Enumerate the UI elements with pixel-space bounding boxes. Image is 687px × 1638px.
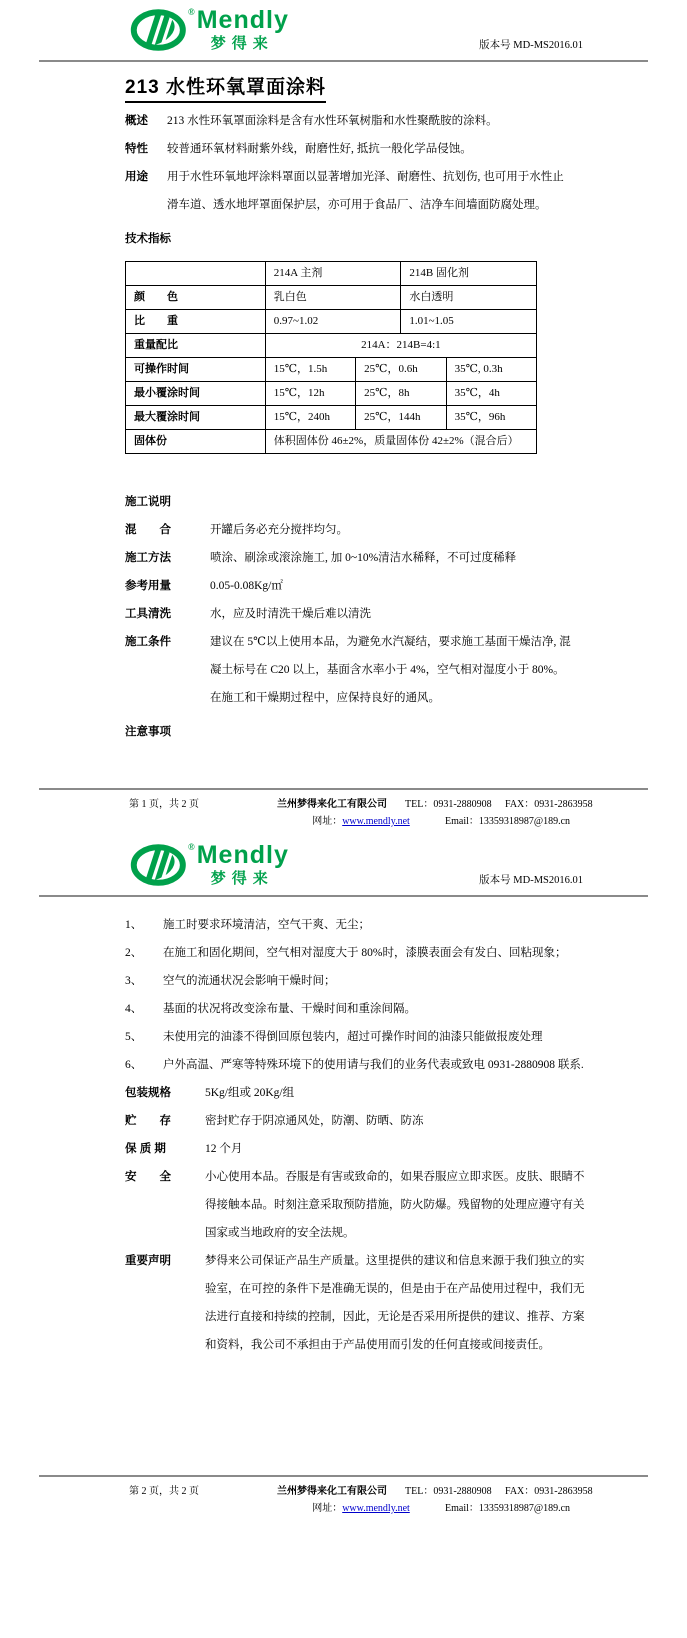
note-number: 1、 [125,919,143,931]
spec-label: 包装规格 [125,1087,171,1099]
section-usage [125,163,575,219]
note-number: 5、 [125,1031,143,1043]
note-text: 基面的状况将改变涂布量、干燥时间和重涂间隔。 [163,1003,416,1015]
table-cell: 可操作时间 [126,358,266,382]
item-text: 喷涂、刷涂或滚涂施工, 加 0~10%清洁水稀释，不可过度稀释 [210,552,517,564]
table-cell: 214A：214B=4:1 [265,334,536,358]
mendly-logo [128,843,289,887]
footer-line2 [277,1499,648,1514]
page2-blank-space [0,1359,687,1475]
spec-disclaimer [125,1247,585,1359]
brand-name-en: Mendly [196,6,289,34]
table-cell: 最大覆涂时间 [126,406,266,430]
item-label: 参考用量 [125,580,171,592]
website-label: 网址： [312,1503,343,1514]
construction-item-conditions [125,628,575,712]
spec-text: 5Kg/组或 20Kg/组 [205,1087,295,1099]
construction-item-method [125,544,575,572]
registered-mark: ® [188,842,195,852]
table-cell: 15℃，240h [265,406,355,430]
table-cell [126,262,266,286]
company-tel: TEL：0931-2880908 [405,799,492,810]
company-tel: TEL：0931-2880908 [405,1486,492,1497]
item-label: 工具清洗 [125,608,171,620]
table-cell: 25℃，8h [356,382,446,406]
logo-wordmark [197,843,289,886]
website-field [277,812,445,827]
table-cell: 水白透明 [401,286,537,310]
table-row [126,406,537,430]
item-text: 开罐后务必充分搅拌均匀。 [210,524,348,536]
mendly-logo-icon [128,8,192,52]
note-item [125,967,585,995]
registered-mark: ® [188,7,195,17]
company-email: Email：13359318987@189.cn [445,1503,571,1514]
spec-label: 安 全 [125,1171,171,1183]
spec-text: 小心使用本品。吞服是有害或致命的，如果吞服应立即求医。皮肤、眼睛不得接触本品。时刻注意采取预防措施，防火防爆。残留物的处理应遵守有关国家或当地政府的安全法规。 [205,1171,585,1239]
page-title: 213 水性环氧罩面涂料 [125,72,326,103]
construction-item-dosage [125,572,575,600]
page2-header [0,835,687,891]
section-label: 特性 [125,143,148,155]
spec-storage [125,1107,585,1135]
spec-shelf-life [125,1135,585,1163]
spec-text: 梦得来公司保证产品生产质量。这里提供的建议和信息来源于我们独立的实验室，在可控的条件下是准确无误的，但是由于在产品使用过程中，我们无法进行直接和持续的控制，因此，无论是否采用所提供的建议、推荐、方案和资料，我公司不承担由于产品使用而引发的任何直接或间接责任。 [205,1255,585,1351]
note-text: 户外高温、严寒等特殊环境下的使用请与我们的业务代表或致电 0931-2880908 联系. [163,1059,584,1071]
spec-label: 贮 存 [125,1115,171,1127]
brand-name-cn: 梦得来 [210,35,274,52]
brand-name-en: Mendly [196,841,289,869]
item-text: 0.05-0.08Kg/㎡ [210,580,283,592]
spec-safety [125,1163,585,1247]
section-label: 概述 [125,115,148,127]
table-cell: 重量配比 [126,334,266,358]
table-cell: 35℃, 0.3h [446,358,536,382]
construction-item-cleaning [125,600,575,628]
page1-header [0,0,687,56]
note-item [125,995,585,1023]
note-text: 空气的流通状况会影响干燥时间； [163,975,336,987]
website-link[interactable]: www.mendly.net [342,1503,410,1514]
note-number: 4、 [125,1003,143,1015]
table-cell: 最小覆涂时间 [126,382,266,406]
section-text: 较普通环氧材料耐紫外线，耐磨性好, 抵抗一般化学品侵蚀。 [167,143,472,155]
section-overview [125,107,575,135]
table-cell: 35℃，96h [446,406,536,430]
note-item [125,1023,585,1051]
section-text: 213 水性环氧罩面涂料是含有水性环氧树脂和水性聚酰胺的涂料。 [167,115,498,127]
table-cell: 颜 色 [126,286,266,310]
table-cell: 214B 固化剂 [401,262,537,286]
spec-text: 12 个月 [205,1143,243,1155]
footer-line2 [277,812,648,827]
table-cell: 体积固体份 46±2%，质量固体份 42±2%（混合后） [265,430,536,454]
page2-footer [39,1475,648,1514]
table-cell: 比 重 [126,310,266,334]
spec-text: 密封贮存于阴凉通风处，防潮、防晒、防冻 [205,1115,424,1127]
website-field [277,1499,445,1514]
tech-spec-heading: 技术指标 [125,233,171,245]
section-text: 用于水性环氧地坪涂料罩面以显著增加光泽、耐磨性、抗划伤, 也可用于水性止滑车道、透水地坪罩面保护层，亦可用于食品厂、洁净车间墙面防腐处理。 [167,171,564,211]
page1-content [0,62,575,746]
website-link[interactable]: www.mendly.net [342,816,410,827]
table-row [126,286,537,310]
note-item [125,911,585,939]
version-label: 版本号 MD-MS2016.01 [479,875,583,886]
section-features [125,135,575,163]
company-name: 兰州梦得来化工有限公司 [277,1486,387,1497]
table-row [126,430,537,454]
construction-item-mixing [125,516,575,544]
note-item [125,939,585,967]
note-number: 6、 [125,1059,143,1071]
item-label: 混 合 [125,524,171,536]
construction-heading: 施工说明 [125,496,171,508]
version-label: 版本号 MD-MS2016.01 [479,40,583,51]
brand-name-cn: 梦得来 [210,870,274,887]
item-label: 施工方法 [125,552,171,564]
note-text: 在施工和固化期间，空气相对湿度大于 80%时，漆膜表面会有发白、回粘现象； [163,947,567,959]
company-fax: FAX：0931-2863958 [505,1486,593,1497]
spec-label: 保 质 期 [125,1143,166,1155]
table-cell: 固体份 [126,430,266,454]
note-item [125,1051,585,1079]
note-number: 3、 [125,975,143,987]
spec-packaging [125,1079,585,1107]
mendly-logo [128,8,289,52]
tech-spec-table [125,261,537,454]
table-cell: 乳白色 [265,286,401,310]
notes-heading: 注意事项 [125,726,171,738]
table-row [126,382,537,406]
logo-wordmark [197,8,289,51]
table-row [126,334,537,358]
item-label: 施工条件 [125,636,171,648]
footer-line1 [129,795,648,810]
company-name: 兰州梦得来化工有限公司 [277,799,387,810]
table-header-row [126,262,537,286]
table-row [126,358,537,382]
footer-line1 [129,1482,648,1497]
table-cell: 35℃，4h [446,382,536,406]
page-number: 第 2 页，共 2 页 [129,1486,199,1497]
page2-content [0,897,585,1359]
company-fax: FAX：0931-2863958 [505,799,593,810]
table-cell: 15℃，1.5h [265,358,355,382]
table-cell: 25℃，0.6h [356,358,446,382]
website-label: 网址： [312,816,343,827]
table-cell: 0.97~1.02 [265,310,401,334]
page-number: 第 1 页，共 2 页 [129,799,199,810]
note-text: 未使用完的油漆不得倒回原包装内，超过可操作时间的油漆只能做报废处理 [163,1031,543,1043]
table-cell: 15℃，12h [265,382,355,406]
section-label: 用途 [125,171,148,183]
table-row [126,310,537,334]
page1-footer [39,788,648,827]
table-cell: 1.01~1.05 [401,310,537,334]
item-text: 建议在 5℃以上使用本品，为避免水汽凝结，要求施工基面干燥洁净, 混凝土标号在 C20 以上，基面含水率小于 4%，空气相对湿度小于 80%。在施工和干燥期过程中，应保持良好的通风。 [210,636,571,704]
table-cell: 25℃，144h [356,406,446,430]
table-cell: 214A 主剂 [265,262,401,286]
spec-label: 重要声明 [125,1255,171,1267]
company-email: Email：13359318987@189.cn [445,816,571,827]
mendly-logo-icon [128,843,192,887]
note-text: 施工时要求环境清洁，空气干爽、无尘； [163,919,370,931]
note-number: 2、 [125,947,143,959]
item-text: 水，应及时清洗干燥后难以清洗 [210,608,371,620]
